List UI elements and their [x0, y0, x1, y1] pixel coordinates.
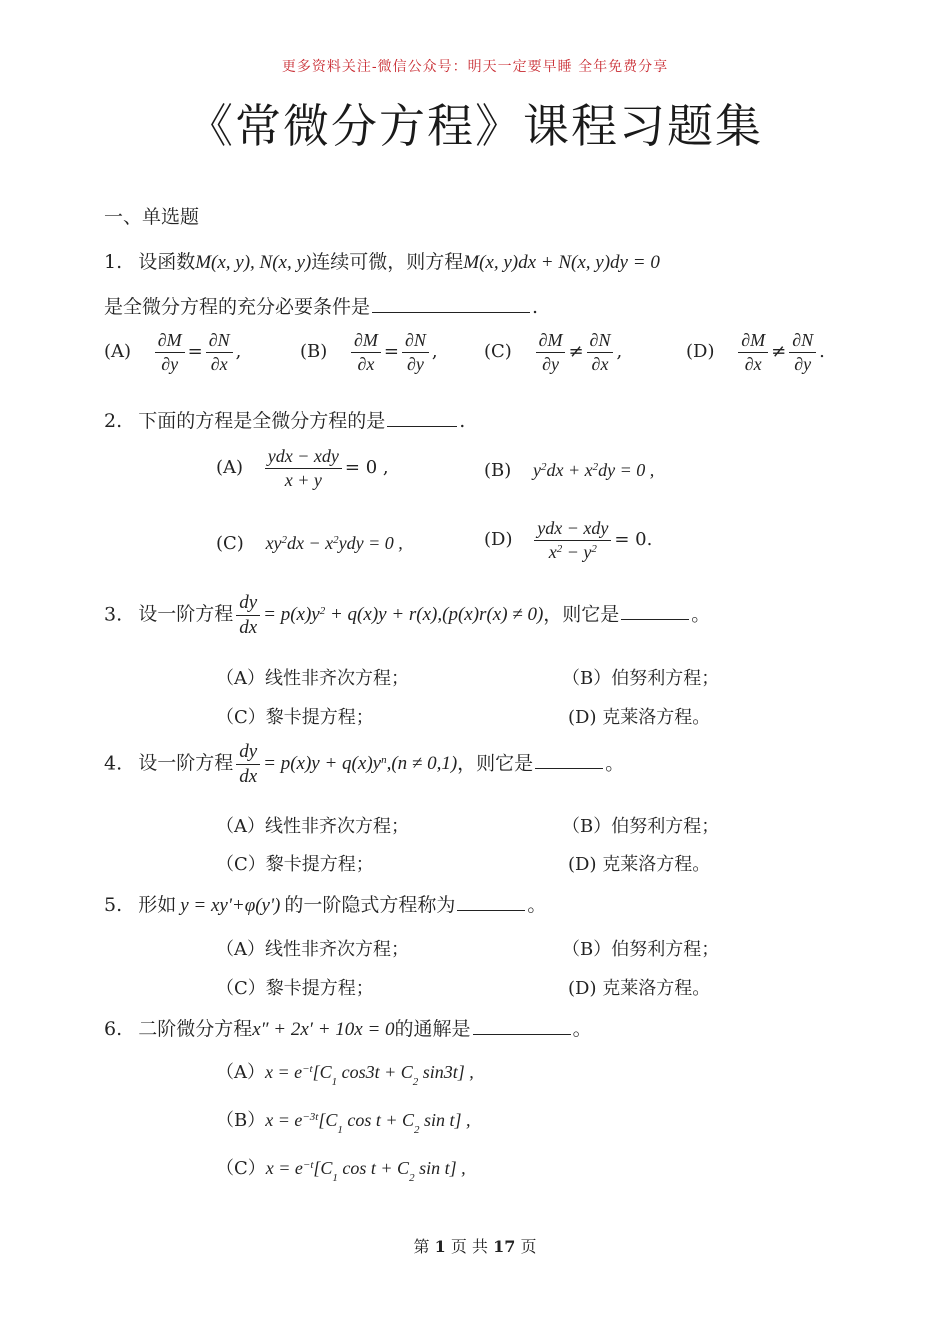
page-title: 《常微分方程》课程习题集 — [187, 99, 763, 153]
q1-option-c: (C) $\frac{\partial M}{\partial y}$ ≠ $\frac{\partial N}{\partial x}$ , — [484, 330, 623, 374]
total-pages: 17 — [493, 1237, 516, 1256]
q4-option-d: (D) 克莱洛方程。 — [568, 854, 711, 875]
q5-option-a: （A）线性非齐次方程； — [216, 939, 409, 960]
q4-option-b: （B）伯努利方程； — [562, 816, 720, 837]
answer-blank[interactable] — [372, 311, 530, 313]
question-6: 6. 二阶微分方程x″ + 2x′ + 10x = 0的通解是 。 — [104, 1018, 592, 1040]
q5-option-d: (D) 克莱洛方程。 — [568, 978, 711, 999]
answer-blank[interactable] — [457, 909, 525, 911]
answer-blank[interactable] — [535, 767, 603, 769]
q4-option-c: （C）黎卡提方程； — [216, 854, 374, 875]
current-page: 1 — [434, 1237, 446, 1256]
question-2: 2. 下面的方程是全微分方程的是 . — [104, 410, 466, 432]
q2-option-a: (A) $\frac{\text{ydx − xdy}}{x + y}$ = 0 , — [216, 446, 389, 490]
question-5: 5. 形如 y = xy'+φ(y') 的一阶隐式方程称为 。 — [104, 894, 547, 916]
question-3: 3. 设一阶方程 $\frac{dy}{dx}$ = $p(x)y^2 + q(x)y + r(x),(p(x)r(x) \ne 0)$，则它是 。 — [104, 592, 711, 638]
q3-option-b: （B）伯努利方程； — [562, 668, 720, 689]
q1-option-b: (B) $\frac{\partial M}{\partial x}$ = $\frac{\partial N}{\partial y}$ , — [300, 330, 438, 374]
question-4: 4. 设一阶方程 $\frac{dy}{dx}$ = $p(x)y + q(x)y^n,(n \ne 0,1)$，则它是 。 — [104, 741, 625, 787]
q6-option-a: $(A)x = e^{-t}[C_1$ $\cos 3t + C_2$ sin3t] , — [216, 1062, 474, 1088]
answer-blank[interactable] — [621, 618, 689, 620]
q1-option-a: (A) $\frac{\partial M}{\partial y}$ = $\frac{\partial N}{\partial x}$ , — [104, 330, 242, 374]
q3-option-c: （C）黎卡提方程； — [216, 707, 374, 728]
question-number: 1. — [104, 251, 123, 273]
q5-option-c: （C）黎卡提方程； — [216, 978, 374, 999]
q2-option-b: (B) $y^2dx + x^2dy = 0$ , — [484, 460, 655, 481]
question-1: 1. 设函数M(x, y), N(x, y)连续可微，则方程M(x, y)dx + N(x, y)dy = 0 — [104, 251, 660, 273]
q3-option-a: （A）线性非齐次方程； — [216, 668, 409, 689]
q6-option-b: $(B)x = e^{-3t}[C_1$ $\cos t + C_2$ sin t] , — [216, 1110, 471, 1136]
promo-banner: 更多资料关注-微信公众号：明天一定要早睡 全年免费分享 — [281, 59, 669, 75]
section-heading: 一、单选题 — [104, 206, 200, 228]
q5-option-b: （B）伯努利方程； — [562, 939, 720, 960]
q2-option-c: (C) $xy^2dx - x^2ydy = 0$ , — [216, 533, 403, 554]
q1-option-d: (D) $\frac{\partial M}{\partial x}$ ≠ $\frac{\partial N}{\partial y}$ . — [686, 330, 825, 374]
q2-option-d: (D) $\frac{\text{ydx − xdy}}{x^2 - y^2}$ = 0. — [484, 518, 653, 562]
page-footer: 第 1 页 共 17 页 — [413, 1237, 537, 1256]
q3-option-d: (D) 克莱洛方程。 — [568, 707, 711, 728]
q6-option-c: $(C)x = e^{-t}[C_1$ $\cos t + C_2$ sin t] , — [216, 1158, 466, 1184]
question-1-line-2: 是全微分方程的充分必要条件是 . — [104, 296, 539, 318]
answer-blank[interactable] — [387, 425, 457, 427]
answer-blank[interactable] — [473, 1033, 571, 1035]
q4-option-a: （A）线性非齐次方程； — [216, 816, 409, 837]
